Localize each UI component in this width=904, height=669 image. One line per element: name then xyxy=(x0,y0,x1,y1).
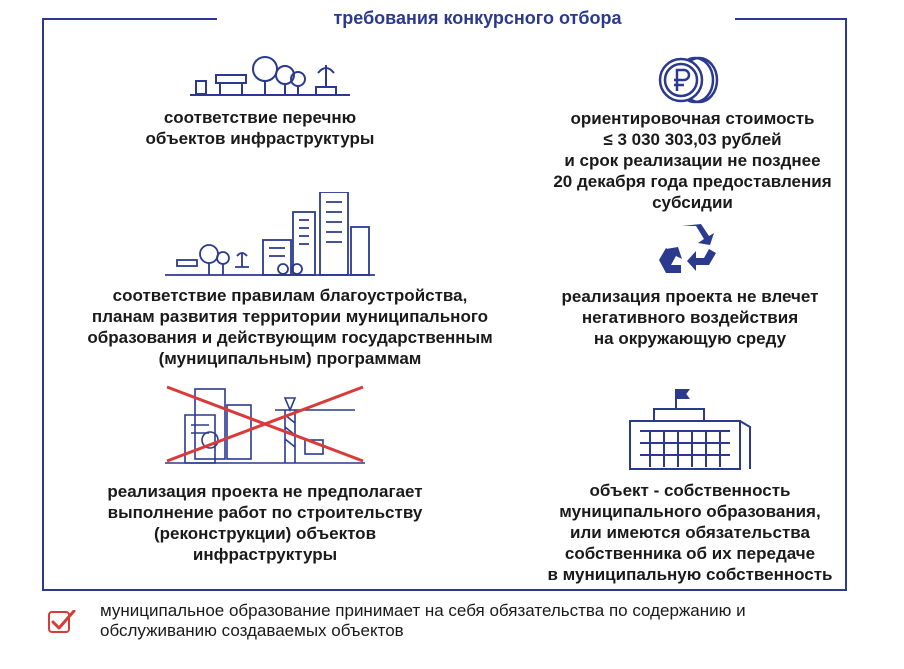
frame-top-right-line xyxy=(735,18,847,20)
requirement-cost-and-deadline: ориентировочная стоимость ≤ 3 030 303,03 рублей и срок реализации не позднее 20 декабря года предоставления субсидии xyxy=(553,109,832,212)
building-flag-icon xyxy=(628,387,753,472)
park-icon xyxy=(190,55,350,97)
construction-crossed-icon xyxy=(165,385,365,465)
requirement-improvement-rules: соответствие правилам благоустройства, планам развития территории муниципального образования и действующим государственным (муниципальным) программам xyxy=(87,286,493,368)
footer-obligation-note: муниципальное образование принимает на себя обязательства по содержанию и обслуживанию создаваемых объектов xyxy=(100,601,746,640)
requirement-infrastructure-list: соответствие перечню объектов инфраструктуры xyxy=(145,108,375,148)
checkmark-icon xyxy=(48,610,76,634)
frame-top-left-line xyxy=(42,18,217,20)
requirement-no-environmental-impact: реализация проекта не влечет негативного воздействия на окружающую среду xyxy=(561,287,819,348)
recycle-icon xyxy=(658,222,720,277)
requirement-no-construction: реализация проекта не предполагает выполнение работ по строительству (реконструкции) объектов инфраструктуры xyxy=(107,482,423,564)
ruble-coins-icon xyxy=(655,55,723,105)
city-icon xyxy=(165,192,375,277)
requirement-municipal-ownership: объект - собственность муниципального образования, или имеются обязательства собственника об их передаче в муниципальную собственность xyxy=(547,481,833,584)
page-title: требования конкурсного отбора xyxy=(333,8,622,28)
